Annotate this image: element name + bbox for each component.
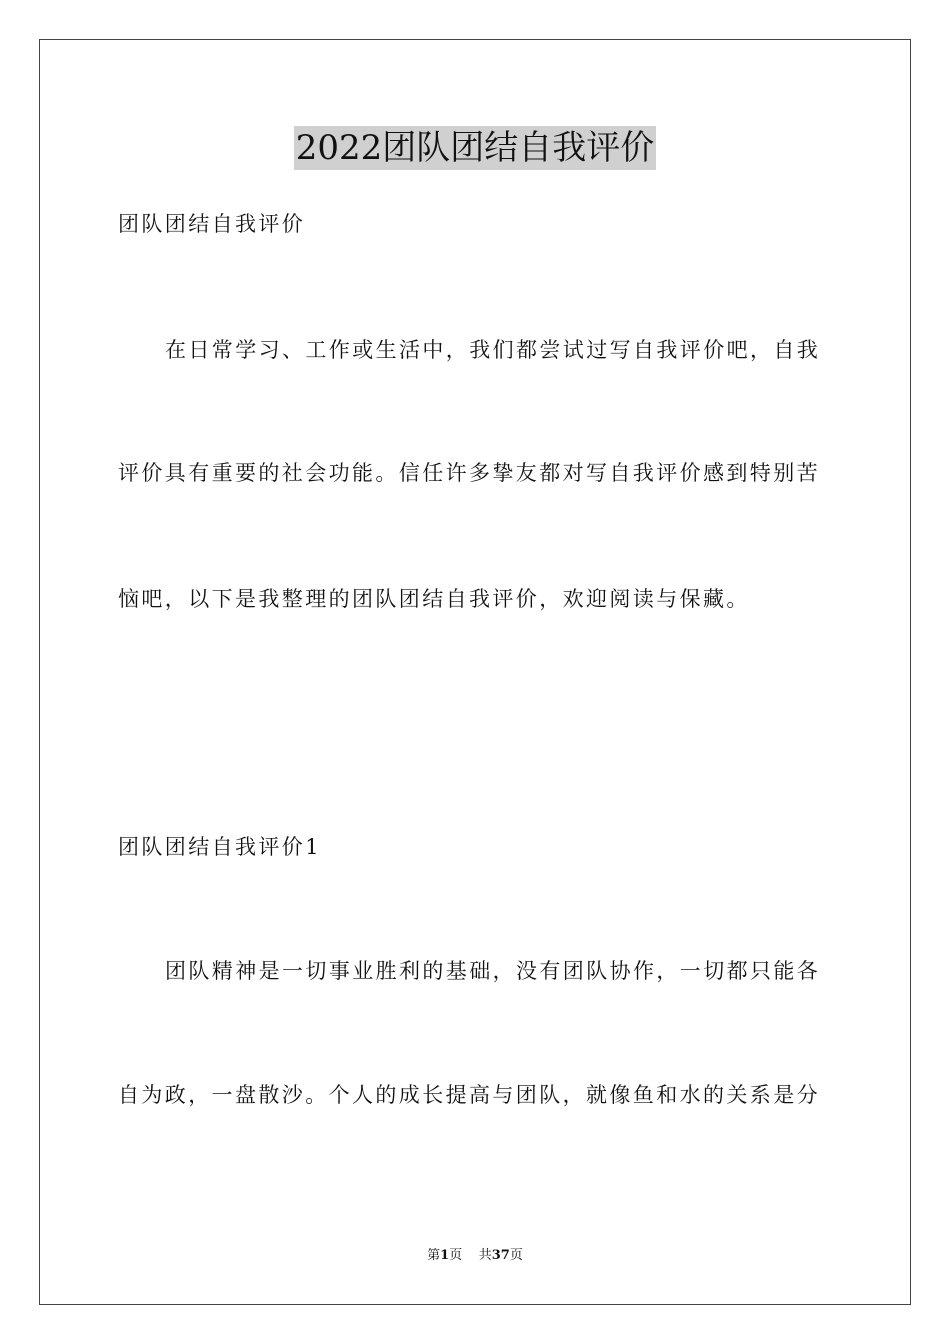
page-footer [0, 1247, 950, 1265]
intro-line-1: 在日常学习、工作或生活中，我们都尝试过写自我评价吧，自我 [165, 338, 821, 362]
section1-heading: 团队团结自我评价1 [118, 835, 321, 859]
intro-line-2: 评价具有重要的社会功能。信任许多挚友都对写自我评价感到特别苦 [118, 461, 820, 485]
subtitle: 团队团结自我评价 [118, 212, 306, 236]
footer-page-suffix: 页 [449, 1248, 463, 1263]
section1-line-2: 自为政，一盘散沙。个人的成长提高与团队，就像鱼和水的关系是分 [118, 1083, 820, 1107]
footer-page-label: 第 [427, 1248, 441, 1263]
footer-page-number: 1 [440, 1248, 450, 1263]
section1-line-1: 团队精神是一切事业胜利的基础，没有团队协作，一切都只能各 [165, 959, 821, 983]
intro-line-3: 恼吧，以下是我整理的团队团结自我评价，欢迎阅读与保藏。 [118, 587, 750, 611]
footer-total-suffix: 页 [509, 1248, 523, 1263]
document-title-container [0, 126, 950, 170]
footer-total-pages: 37 [491, 1248, 510, 1263]
document-title: 2022团队团结自我评价 [295, 128, 655, 168]
footer-total-label: 共 [478, 1248, 492, 1263]
